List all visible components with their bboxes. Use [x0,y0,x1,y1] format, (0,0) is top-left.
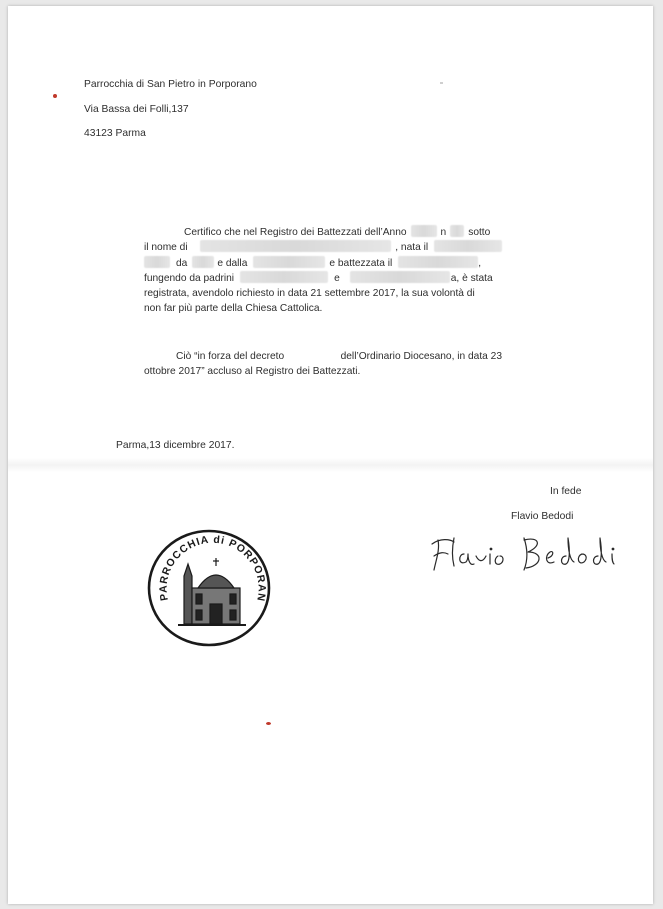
body-line [144,349,502,364]
body-text: Certifico che nel Registro dei Battezzati dell’Anno [184,227,407,238]
document-page [8,6,653,904]
handwritten-signature [428,530,628,580]
body-text: , nata il [395,242,429,254]
redacted-field [398,256,478,268]
body-text: e [334,272,340,284]
street-address: Via Bassa dei Folli,137 [84,104,189,115]
body-text: e dalla [217,257,248,269]
stamp-text: PARROCCHIA di PORPORAN [157,533,268,603]
body-text: sotto [468,227,491,238]
redacted-field [144,256,170,268]
redacted-field [192,256,214,268]
body-text: e battezzata il [329,257,393,269]
red-mark [266,722,271,725]
body-line [144,256,502,271]
body-line [144,364,502,379]
redacted-field [450,225,464,237]
parish-name: Parrocchia di San Pietro in Porporano [84,79,257,90]
body-text: da [176,257,188,269]
parish-stamp [144,526,274,648]
decree-paragraph [144,349,502,380]
body-text: Ciò “in forza del decreto [176,351,285,362]
body-line [144,240,502,255]
place-and-date: Parma,13 dicembre 2017. [116,440,235,451]
body-text: non far più parte della Chiesa Cattolica. [144,303,323,315]
certificate-paragraph [144,225,502,317]
body-text: dell’Ordinario Diocesano, in data 23 [340,351,502,362]
body-line [144,271,502,286]
scan-speck [440,82,443,84]
body-line [144,225,502,240]
redacted-field [240,271,328,283]
body-text: n [440,227,447,238]
closing-in-fede: In fede [550,486,582,497]
red-mark [53,94,57,98]
body-line [144,301,502,316]
body-text: , [478,257,482,269]
redacted-field [434,240,502,252]
signer-name: Flavio Bedodi [511,511,574,522]
body-text: a, è stata [450,272,493,284]
body-text: fungendo da padrini [144,272,235,284]
body-text: il nome di [144,242,188,254]
redacted-field [253,256,325,268]
redacted-field [200,240,392,252]
body-text: ottobre 2017” accluso al Registro dei Battezzati. [144,366,361,378]
page-fold [8,458,653,472]
city-address: 43123 Parma [84,128,146,139]
body-text: registrata, avendolo richiesto in data 21 settembre 2017, la sua volontà di [144,288,475,300]
redacted-field [350,271,450,283]
body-line [144,286,502,301]
church-icon [178,558,246,625]
redacted-field [411,225,437,237]
